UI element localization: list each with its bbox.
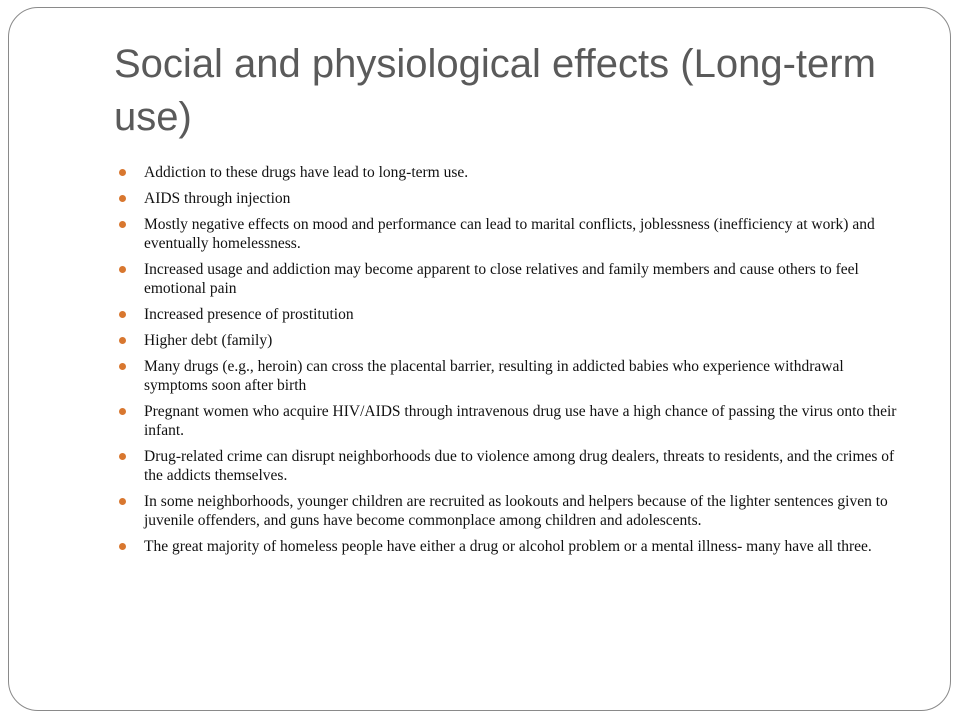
bullet-item bbox=[119, 189, 909, 208]
bullet-text: Pregnant women who acquire HIV/AIDS through intravenous drug use have a high chance of passing the virus onto their infant. bbox=[144, 403, 897, 439]
bullet-list bbox=[119, 163, 909, 563]
bullet-item bbox=[119, 163, 909, 182]
slide-frame bbox=[8, 7, 951, 711]
bullet-dot-icon bbox=[119, 266, 126, 273]
bullet-text: Mostly negative effects on mood and performance can lead to marital conflicts, joblessness (inefficiency at work) and eventually homelessness. bbox=[144, 216, 875, 252]
bullet-dot-icon bbox=[119, 195, 126, 202]
bullet-text: In some neighborhoods, younger children are recruited as lookouts and helpers because of the lighter sentences given to juvenile offenders, and guns have become commonplace among children and adolescents. bbox=[144, 493, 888, 529]
bullet-dot-icon bbox=[119, 169, 126, 176]
bullet-dot-icon bbox=[119, 363, 126, 370]
bullet-item bbox=[119, 447, 909, 485]
bullet-dot-icon bbox=[119, 221, 126, 228]
bullet-text: Increased usage and addiction may become apparent to close relatives and family members and cause others to feel emotional pain bbox=[144, 261, 859, 297]
bullet-item bbox=[119, 492, 909, 530]
bullet-item bbox=[119, 331, 909, 350]
bullet-dot-icon bbox=[119, 311, 126, 318]
slide-title: Social and physiological effects (Long-term use) bbox=[114, 42, 876, 139]
bullet-item bbox=[119, 402, 909, 440]
bullet-dot-icon bbox=[119, 337, 126, 344]
bullet-text: AIDS through injection bbox=[144, 190, 291, 207]
bullet-item bbox=[119, 357, 909, 395]
bullet-dot-icon bbox=[119, 453, 126, 460]
bullet-item bbox=[119, 260, 909, 298]
bullet-text: The great majority of homeless people have either a drug or alcohol problem or a mental illness- many have all three. bbox=[144, 538, 872, 555]
bullet-item bbox=[119, 215, 909, 253]
bullet-text: Increased presence of prostitution bbox=[144, 306, 354, 323]
bullet-dot-icon bbox=[119, 543, 126, 550]
bullet-text: Addiction to these drugs have lead to long-term use. bbox=[144, 164, 469, 181]
bullet-item bbox=[119, 305, 909, 324]
bullet-text: Many drugs (e.g., heroin) can cross the placental barrier, resulting in addicted babies who experience withdrawal symptoms soon after birth bbox=[144, 358, 844, 394]
bullet-dot-icon bbox=[119, 408, 126, 415]
bullet-text: Higher debt (family) bbox=[144, 332, 273, 349]
bullet-dot-icon bbox=[119, 498, 126, 505]
bullet-text: Drug-related crime can disrupt neighborhoods due to violence among drug dealers, threats to residents, and the crimes of the addicts themselves. bbox=[144, 448, 895, 484]
bullet-item bbox=[119, 537, 909, 556]
